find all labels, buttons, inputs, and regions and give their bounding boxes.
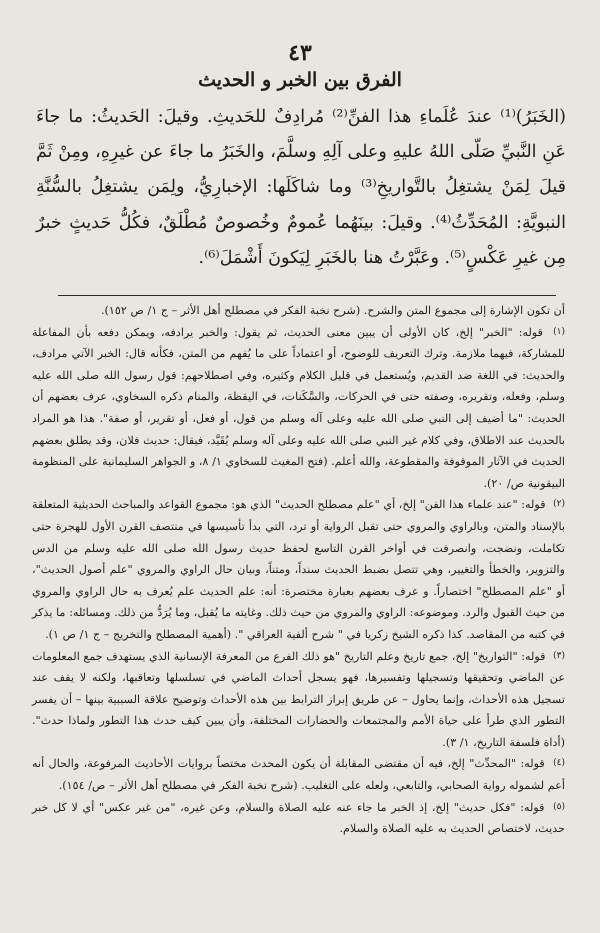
footnote-1 [32,322,565,495]
footnote-text: قوله: "المحدِّث" إلخ، فيه أن مقتضى المقابلة أن يكون المحدث مختصاً بروايات الأحاديث المرفوعة، والحال أنه أعم لشموله رواية الصحابي، والتابعي، ولعله على التغليب. (شرح نخبة الفكر في مصطلح أهل الأثر – ص/ ١٥٤). [32,757,565,793]
footnote-text: قوله: "فكل حديث" إلخ، إذ الخبر ما جاء عنه عليه الصلاة والسلام، وعن غيره، "من غير عكس" أي لا كل خبر حديث، لاختصاص الحديث به عليه الصلاة والسلام. [32,800,565,836]
footnotes-block [32,300,565,840]
footnote-4 [32,753,565,796]
footnote-text: قوله: "الخبر" إلخ، كان الأولى أن يبين معنى الحديث، ثم يقول: والخبر يرادفه، ويمكن دفعه بأن المفاعلة للمشاركة، فيهما ملازمة. وترك التعريف للوضوح، أو اعتماداً على ما يُفهم من المتن، فكأنه قال: الخبر الآتي مرادف، والحديث: في اللغة ضد القديم، ويُستعمل في قليل الكلام وكثيره، وفي اصطلاحهم: قول رسول الله صلى الله عليه وسلم، وفعله، وتقريره، وصفته حتى في الحركات، والسَّكَنات، في اليقظة، والمنام ذكره السخاوي، عرف بعضهم أن الحديث: "ما أضيف إلى النبي صلى الله عليه وعلى آله وسلم من قول، أو فعل، أو تقرير، أو صفة". هذا هو المراد بالحديث عند الاطلاق، وفي كلام غير النبي صلى الله عليه وعلى آله وسلم يُقَيَّد، فيقال: حديث فلان، وقد يطلق بعضهم الحديث في الآثار الموقوفة والمقطوعة، والله أعلم. (فتح المغيث للسخاوي ١/ ٨، و الجواهر السليمانية على المنظومة البيقونية ص/ ٢٠). [32,325,565,490]
footnote-number: (٥) [553,801,565,812]
main-paragraph: (الخَبَرُ)⁽¹⁾ عندَ عُلَماءِ هذا الفنِّ⁽²⁾ مُرادِفٌ للحَديثِ. وقيلَ: الحَديثُ: ما جاءَ عَنِ النَّبيِّ صَلّى اللهُ عليهِ وعلى آلِهِ وسلَّمَ، والخَبَرُ ما جاءَ عن غيرِهِ، ومِنْ ثَمَّ قيلَ لِمَنْ يشتغِلُ بالتَّواريخِ⁽³⁾ وما شاكَلَها: الإخبارِيُّ، ولِمَن يشتغِلُ بالسُّنَّةِ النبويَّةِ: المُحَدِّثُ⁽⁴⁾. وقيلَ: بينَهُما عُمومٌ وخُصوصٌ مُطْلَقٌ، فكُلُّ حَديثٍ خبرٌ مِن غيرِ عَكْسٍ⁽⁵⁾. وعَبَّرْتُ هنا بالخَبَرِ لِيَكونَ أَشْمَلَ⁽⁶⁾. [36,107,567,268]
footnote-intro: أن تكون الإشارة إلى مجموع المتن والشرح. (شرح نخبة الفكر في مصطلح أهل الأثر – ج ١/ ص ١٥٢). [100,304,565,317]
footnote-number: (٤) [553,758,565,769]
page-number: ٤٣ [288,40,312,66]
footnote-5 [32,797,565,840]
footnote-text: قوله: "التواريخ" إلخ، جمع تاريخ وعلم التاريخ "هو ذلك الفرع من المعرفة الإنسانية الذي يستهدف جمع المعلومات عن الماضي وتحقيقها وتسجيلها وتفسيرها، فهو يسجل أحداث الماضي في تسلسلها وتعاقبها، ولكنه لا يقف عند تسجيل هذه الأحداث، وإنما يحاول – عن طريق إبراز الترابط بين هذه الأحداث وتوضيح علاقة السببية بينها – أن يفسر التطور الذي طرأ على حياة الأمم والمجتمعات والحضارات المختلفة، وأن يبين كيف حدث هذا التطور ولماذا حدث". (أداة فلسفة التاريخ، ١/ ٣). [32,649,565,749]
footnote-3 [32,646,565,754]
footnote-2 [32,494,565,645]
footnote-text: قوله: "عند علماء هذا الفن" إلخ، أي "علم مصطلح الحديث" الذي هو: مجموع القواعد والمباحث الحديثية المتعلقة بالإسناد والمتن، وبالراوي والمروي حتى تقبل الرواية أو ترد، التي بدأ تأسيسها في منتصف القرن الأول للهجرة حتى تكاملت، ونضجت، وانصرفت في أواخر القرن التاسع لحفظ حديث رسول الله صلى الله عليه وسلم من الدس والتزوير، والخطأ والتغيير، وهي تتصل بضبط الحديث سنداً، ومتناً، وبيان حال الراوي والمروي "علم أصول الحديث"، أو "علم المصطلح" اختصاراً. و عرف بعضهم بعبارة مختصرة: أنه: علم الحديث علم يُعرف به حال الراوي والمروي من حيث القبول والرد. وموضوعه: الراوي والمروي من حيث ذلك. وغايته ما يُقبل، وما يُرَدُّ من ذلك. ومسائله: ما يذكر في كتبه من المقاصد. كذا ذكره الشيخ زكريا في " شرح ألفية العراقي ". (أهمية المصطلح والتخريج – ج ١/ ص ١). [32,498,565,641]
main-text-block [36,100,566,276]
footnote-divider [58,295,556,296]
footnote-number: (٣) [553,650,565,661]
footnote-number: (٢) [553,499,565,510]
section-heading: الفرق بين الخبر و الحديث [198,69,402,91]
footnote-number: (١) [553,326,565,337]
